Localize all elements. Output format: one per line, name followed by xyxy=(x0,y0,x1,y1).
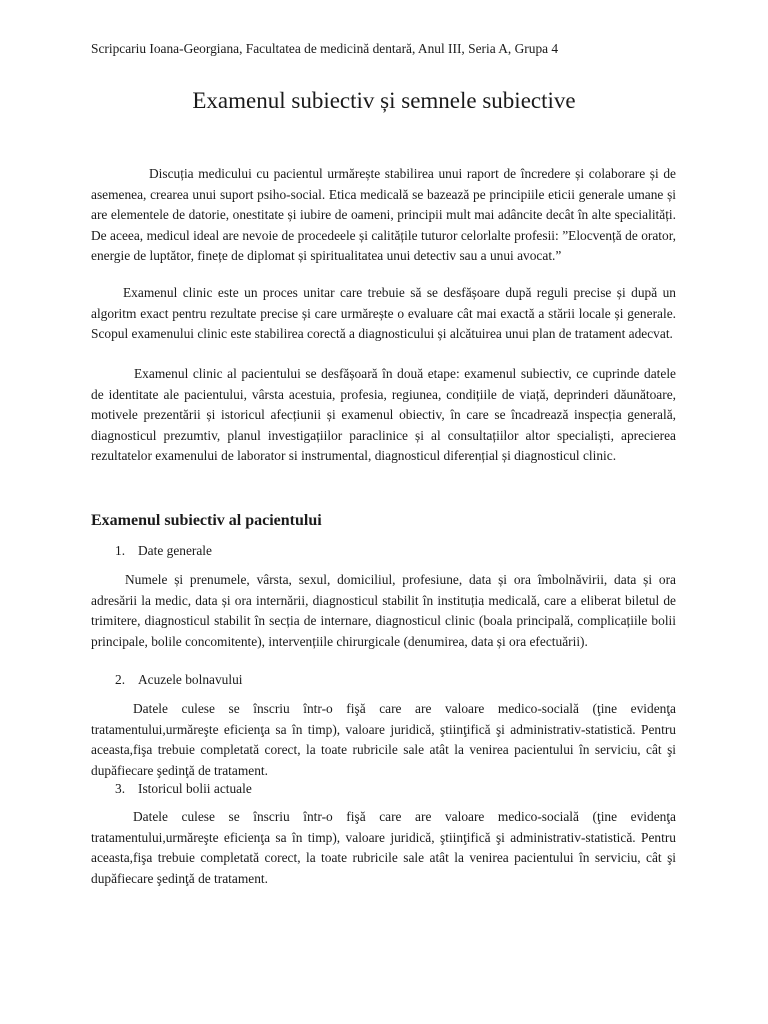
list-item-number: 3. xyxy=(115,781,126,796)
list-item-number: 1. xyxy=(115,543,126,558)
intro-paragraph-3: Examenul clinic al pacientului se desfășoară în două etape: examenul subiectiv, ce cuprinde datele de identitate ale pacientului, vârsta acestuia, profesia, regiunea, condițiile de viață, deprinderi dăunătoare, motivele prezentării și istoricul afecțiunii și examenul obiectiv, în care se încadrează inspecția generală, diagnosticul prezumtiv, planul investigațiilor paraclinice și al consultațiilor altor specialiști, aprecierea rezultatelor examenului de laborator si instrumental, diagnosticul diferențial și diagnosticul clinic. xyxy=(91,366,676,464)
list-item-paragraph: Numele și prenumele, vârsta, sexul, domiciliul, profesiune, data și ora îmbolnăvirii, data și ora adresării la medic, data și ora internării, diagnosticul stabilit în instituția medicală, care a eliberat biletul de trimitere, diagnosticul stabilit în secția de internare, diagnosticul clinic (boala principală, complicațiile bolii principale, bolile concomitente), intervențiile chirurgicale (denumirea, data și ora efectuării). xyxy=(91,572,676,649)
list-item-label: Istoricul bolii actuale xyxy=(138,781,252,796)
page-header: Scripcariu Ioana-Georgiana, Facultatea de medicină dentară, Anul III, Seria A, Grupa 4 xyxy=(91,41,559,56)
list-item-istoricul-bolii xyxy=(115,781,252,797)
list-item-label: Date generale xyxy=(138,543,212,558)
intro-paragraph-1: Discuția medicului cu pacientul urmărește stabilirea unui raport de încredere și colaborare și de asemenea, crearea unui suport psiho-social. Etica medicală se bazează pe principiile eticii generale umane și are elementele de datorie, onestitate și iubire de oameni, principii mult mai adâncite decât în alte specialități. De aceea, medicul ideal are nevoie de procedeele și calitățile tuturor celorlalte profesii: ”Elocvență de orator, energie de luptător, finețe de diplomat și spiritualitatea unui detectiv sau a unui avocat.” xyxy=(91,166,676,264)
list-item-label: Acuzele bolnavului xyxy=(138,672,243,687)
list-item-paragraph: Datele culese se înscriu într-o fişă care are valoare medico-socială (ţine evidenţa tratamentului,urmăreşte eficienţa sa în timp), valoare juridică, ştiinţifică şi administrativ-statistică. Pentru aceasta,fişa trebuie completată corect, la toate rubricile sale atât la venirea pacientului în serviciu, cât şi dupăfiecare şedinţă de tratament. xyxy=(91,809,676,886)
document-title: Examenul subiectiv și semnele subiective xyxy=(192,88,576,113)
list-item-number: 2. xyxy=(115,672,126,687)
intro-paragraph-2: Examenul clinic este un proces unitar care trebuie să se desfășoare după reguli precise și după un algoritm exact pentru rezultate precise și care urmărește o evaluare cât mai exactă a stării locale și generale. Scopul examenului clinic este stabilirea corectă a diagnosticului și alcătuirea unui plan de tratament adecvat. xyxy=(91,285,676,342)
list-item-date-generale xyxy=(115,543,212,559)
section-heading: Examenul subiectiv al pacientului xyxy=(91,512,322,529)
list-item-acuzele-bolnavului xyxy=(115,672,242,688)
list-item-paragraph: Datele culese se înscriu într-o fişă care are valoare medico-socială (ţine evidenţa tratamentului,urmăreşte eficienţa sa în timp), valoare juridică, ştiinţifică şi administrativ-statistică. Pentru aceasta,fişa trebuie completată corect, la toate rubricile sale atât la venirea pacientului în serviciu, cât şi dupăfiecare şedinţă de tratament. xyxy=(91,701,676,778)
